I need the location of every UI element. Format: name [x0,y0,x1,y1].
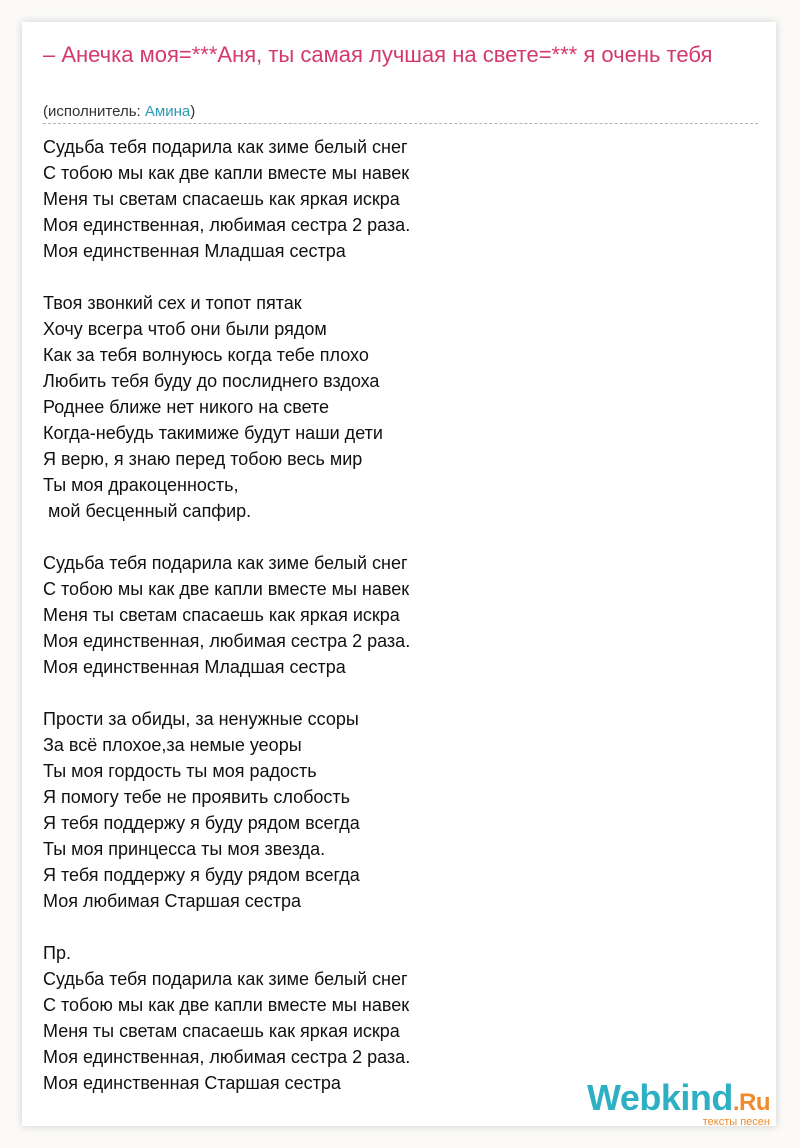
lyrics-line: С тобою мы как две капли вместе мы навек [43,995,410,1015]
lyrics-line: Моя единственная, любимая сестра 2 раза. [43,1047,411,1067]
lyrics-blank-line [43,914,743,940]
lyrics-line: Роднее ближе нет никого на свете [43,397,330,417]
lyrics-line: Судьба тебя подарила как зиме белый снег [43,969,408,989]
lyrics-line: Меня ты светам спасаешь как яркая искра [43,605,400,625]
site-logo[interactable] [580,1078,770,1128]
lyrics-line: Я верю, я знаю перед тобою весь мир [43,449,363,469]
song-title: – Анечка моя=***Аня, ты самая лучшая на свете=*** я очень тебя [43,42,713,67]
lyrics-line: За всё плохое,за немые уеоры [43,735,302,755]
lyrics-line: Прости за обиды, за ненужные ссоры [43,709,359,729]
lyrics-line: Моя любимая Старшая сестра [43,891,301,911]
lyrics-line: Я тебя поддержу я буду рядом всегда [43,813,360,833]
lyrics-blank-line [43,680,743,706]
divider [43,123,758,124]
lyrics-line: Хочу всегра чтоб они были рядом [43,319,327,339]
lyrics-line: мой бесценный сапфир. [43,501,252,521]
lyrics-line: Твоя звонкий сех и топот пятак [43,293,302,313]
logo-main-text: Webkind [586,1077,733,1118]
lyrics-line: Меня ты светам спасаешь как яркая искра [43,1021,400,1041]
lyrics-line: Любить тебя буду до послиднего вздоха [43,371,380,391]
artist-prefix: (исполнитель: [43,103,145,120]
artist-line [43,102,195,122]
lyrics-line: Судьба тебя подарила как зиме белый снег [43,553,408,573]
logo-tagline: тексты песен [702,1116,770,1128]
lyrics-line: Как за тебя волнуюсь когда тебе плохо [43,345,369,365]
lyrics-line: Моя единственная Младшая сестра [43,657,346,677]
lyrics-block [43,134,743,1096]
lyrics-line: Меня ты светам спасаешь как яркая искра [43,189,400,209]
lyrics-line: Пр. [43,943,71,963]
lyrics-line: Ты моя принцесса ты моя звезда. [43,839,326,859]
lyrics-line: Моя единственная, любимая сестра 2 раза. [43,631,411,651]
lyrics-line: С тобою мы как две капли вместе мы навек [43,163,410,183]
lyrics-line: Моя единственная, любимая сестра 2 раза. [43,215,411,235]
lyrics-line: Судьба тебя подарила как зиме белый снег [43,137,408,157]
lyrics-blank-line [43,524,743,550]
logo-tld-text: .Ru [732,1089,770,1116]
artist-link[interactable]: Амина [144,103,191,120]
lyrics-line: Я тебя поддержу я буду рядом всегда [43,865,360,885]
lyrics-line: Я помогу тебе не проявить слобость [43,787,351,807]
lyrics-line: Когда-небудь такимиже будут наши дети [43,423,383,443]
lyrics-line: Моя единственная Младшая сестра [43,241,346,261]
lyrics-blank-line [43,264,743,290]
lyrics-line: Ты моя дракоценность, [43,475,239,495]
lyrics-line: С тобою мы как две капли вместе мы навек [43,579,410,599]
lyrics-line: Ты моя гордость ты моя радость [43,761,317,781]
artist-suffix: ) [190,103,196,120]
lyrics-line: Моя единственная Старшая сестра [43,1073,341,1093]
